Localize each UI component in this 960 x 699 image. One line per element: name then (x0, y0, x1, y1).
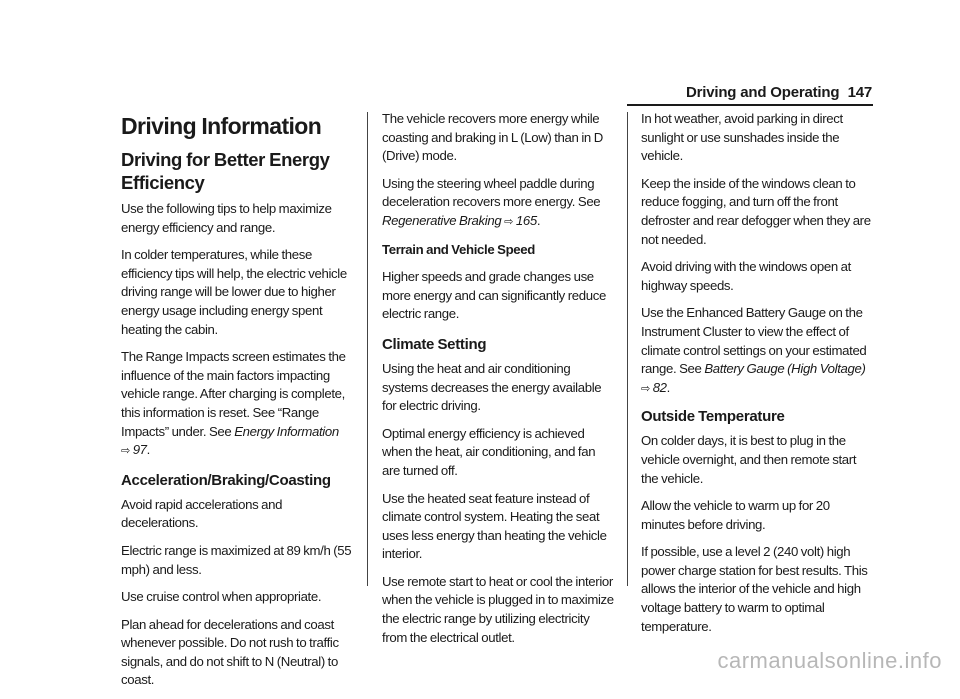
battery-gauge-text: Use the Enhanced Battery Gauge on the Instrument Cluster to view the effect of climate control settings on your estimated range. See (641, 305, 867, 377)
paragraph-outside-3: If possible, use a level 2 (240 volt) high power charge station for best results. This allows the interior of the vehicle and high voltage battery to warm to optimal temperature. (641, 544, 868, 634)
page-ref-82[interactable]: 82 (652, 379, 667, 395)
watermark-text: carmanualsonline.info (717, 648, 942, 673)
range-text: The Range Impacts screen estimates the influence of the main factors impacting vehicle range. After charging is complete, this information is reset. See “Range Impacts” under. See (121, 349, 346, 439)
column-1 (121, 110, 353, 699)
page-number: 147 (847, 84, 872, 101)
page-ref-arrow-icon: ⇨ (504, 215, 514, 228)
page-title: Driving Information (121, 113, 322, 139)
header-rule (627, 104, 873, 106)
column-divider-1 (367, 112, 368, 586)
section-heading-efficiency: Driving for Better Energy Efficiency (121, 149, 330, 193)
paragraph-accel-1: Avoid rapid accelerations and decelerations. (121, 496, 283, 531)
paragraph-windows-open: Avoid driving with the windows open at highway speeds. (641, 259, 851, 293)
paragraph-windows-clean: Keep the inside of the windows clean to reduce fogging, and turn off the front defroster and rear defogger when they are not needed. (641, 175, 871, 247)
paragraph-climate-3: Use the heated seat feature instead of climate control system. Heating the seat uses less energy than heating the vehicle interior. (382, 490, 607, 562)
link-battery-gauge[interactable]: Battery Gauge (High Voltage) (704, 361, 866, 377)
paragraph-range (121, 348, 353, 461)
paragraph-climate-1: Using the heat and air conditioning systems decreases the energy available for electric driving. (382, 360, 602, 414)
column-divider-2 (627, 112, 628, 586)
subheading-terrain: Terrain and Vehicle Speed (382, 241, 535, 257)
page-ref-97[interactable]: 97 (132, 442, 147, 458)
subheading-outside-temperature: Outside Temperature (641, 408, 785, 426)
paragraph-low-mode: The vehicle recovers more energy while coasting and braking in L (Low) than in D (Drive) mode. (382, 111, 603, 164)
link-regenerative-braking[interactable]: Regenerative Braking (382, 212, 502, 228)
range-end: . (146, 442, 150, 458)
page-ref-arrow-icon: ⇨ (641, 382, 650, 395)
paragraph-paddle (382, 175, 614, 232)
column-3 (641, 110, 873, 645)
paragraph-outside-2: Allow the vehicle to warm up for 20 minutes before driving. (641, 498, 830, 532)
subheading-climate: Climate Setting (382, 335, 487, 353)
paragraph-accel-4: Plan ahead for decelerations and coast whenever possible. Do not rush to traffic signals, and do not shift to N (Neutral) to coast. (121, 616, 339, 688)
paragraph-accel-2: Electric range is maximized at 89 km/h (55 mph) and less. (121, 542, 352, 577)
paragraph-intro: Use the following tips to help maximize energy efficiency and range. (121, 201, 332, 235)
paragraph-hot-weather: In hot weather, avoid parking in direct sunlight or use sunshades inside the vehicle. (641, 111, 843, 164)
subheading-acceleration: Acceleration/Braking/Coasting (121, 471, 331, 489)
battery-gauge-end: . (666, 379, 670, 395)
page-ref-165[interactable]: 165 (515, 212, 537, 228)
page-header (686, 84, 872, 106)
paragraph-battery-gauge (641, 304, 873, 398)
section-title: Driving and Operating (686, 84, 840, 101)
paragraph-climate-4: Use remote start to heat or cool the interior when the vehicle is plugged in to maximize the electric range by utilizing electricity from the electrical outlet. (382, 573, 614, 645)
paragraph-terrain: Higher speeds and grade changes use more energy and can significantly reduce electric range. (382, 269, 606, 322)
link-energy-information[interactable]: Energy Information (234, 423, 339, 439)
page-ref-arrow-icon: ⇨ (121, 445, 130, 458)
paddle-text: Using the steering wheel paddle during deceleration recovers more energy. See (382, 175, 601, 210)
paragraph-outside-1: On colder days, it is best to plug in the vehicle overnight, and then remote start the vehicle. (641, 433, 857, 486)
paragraph-cold: In colder temperatures, while these efficiency tips will help, the electric vehicle driving range will be lower due to higher energy usage including energy spent heating the cabin. (121, 247, 347, 337)
paragraph-climate-2: Optimal energy efficiency is achieved when the heat, air conditioning, and fan are turned off. (382, 425, 596, 478)
paddle-end: . (536, 212, 541, 228)
column-2 (382, 110, 614, 656)
paragraph-accel-3: Use cruise control when appropriate. (121, 589, 322, 605)
